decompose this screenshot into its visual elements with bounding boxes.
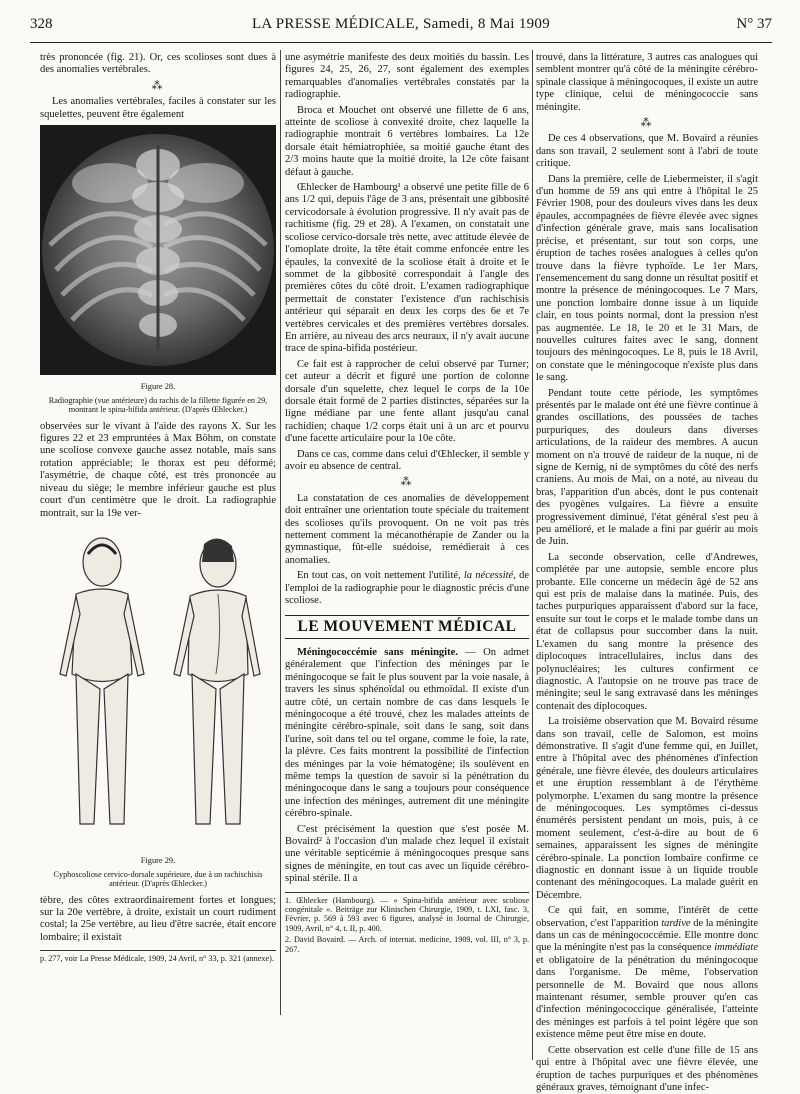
footnote-2: 2. David Bovaird. — Arch. of internat. medicine, 1909, vol. III, n° 3, p. 267. [285,935,529,954]
column-2 [285,52,529,1062]
emphasis: immédiate [714,942,758,954]
paragraph: La troisième observation que M. Bovaird résume dans son travail, celle de Salomon, est moins démonstrative. Il s'agit d'une femme qui, en Juillet, entre à l'hôpital avec des phénomènes d'infection générale, une fièvre élevée, des douleurs articulaires et une éruption ressemblant à de l'érythème polymorphe. L'examen du sang montre la présence de méningocoques. Les symptômes ci-dessus énumérés persistent pendant un mois, puis, à ce moment seulement, c'est-à-dire au bout de 6 semaines, apparaissent les signes de méningite cérébro-spinale. La ponction lombaire confirme ce diagnostic en donnant issue à un liquide trouble contenant des méningocoques. La malade guérit en Décembre. [536,716,758,901]
footnotes [285,892,529,954]
column-divider [280,50,281,1015]
figure-29-illustration [40,524,276,889]
paragraph: Dans la première, celle de Liebermeister, il s'agit d'un homme de 59 ans qui entre à l'hôpital le 25 Février 1908, pour des douleurs vives dans les deux épaules, accompagnées de fièvre élevée avec signes d'infection générale grave, mais sans localisation précise, et présentant, sur tout son corps, une éruption de taches rosées analogues à celles qu'on trouve dans la fièvre typhoïde. Le 1er Mars, l'ensemencement du sang donne un résultat positif et montre la présence de méningocoques. Le 7 Mars, une ponction lombaire donne issue à un liquide clair, en tous points normal, dont la pression n'est pas augmentée. Le 18, le 20 et le 31 Mars, de nouvelles cultures faites avec le sang, donnent toujours des méningocoques. Le 8, puis le 18 Avril, on constate que le méningocoque n'existe plus dans le sang. [536,173,758,384]
text: — On admet généralement que l'infection des méninges par le méningocoque se fait le plus souvent par la voie nasale, à travers les sinus sphénoïdal ou ethmoïdal. Il existe d'un autre côté, un certain nombre de cas dans lesquels le méningocoque a été trouvé, chez les malades atteints de méningite cérébro-spinale, soit dans le sang, soit dans l'urine, soit dans tel ou tel organe, comme le foie, la rate, la plèvre. Ces faits montrent la possibilité de l'infection des méninges par la voie hématogène; ils soulèvent en même temps la question de savoir si la pénétration du méningocoque dans le sang a toujours pour conséquence une infection des méninges, autrement dit une méningite cérébro-spinale. [285,646,529,820]
text: , de l'emploi de la radiographie pour le diagnostic précis d'une scoliose. [285,570,529,607]
article-title: Méningococcémie sans méningite. [297,646,458,658]
footnote-text: p. 277, voir La Presse Médicale, 1909, 24 Avril, n° 33, p. 321 (annexe). [40,954,274,964]
paragraph: Les anomalies vertébrales, faciles à constater sur les squelettes, peuvent être également [40,96,276,120]
paragraph: La constatation de ces anomalies de développement doit entraîner une orientation toute spéciale du traitement des scolioses qu'ils provoquent. On ne voit pas très nettement comment la mécanothérapie de Zander ou la gymnastique, fût-elle suédoise, remédierait à ces anomalies. [285,492,529,566]
page-number: 328 [30,16,53,32]
issue-number: N° 37 [736,16,772,32]
journal-title: LA PRESSE MÉDICALE, Samedi, 8 Mai 1909 [251,16,551,32]
paragraph: Broca et Mouchet ont observé une fillette de 6 ans, atteinte de scoliose à convexité droite, chez laquelle la radiographie montrait 6 vertèbres lombaires. La 12e dorsale était hémiatrophiée, sa moitié gauche étant des 2/3 moins haute que la moitié droite, la 12e côte faisant défaut à gauche. [285,104,529,178]
column-divider [532,50,533,1060]
figure-caption: Radiographie (vue antérieure) du rachis de la fillette figurée en 29, montrant le spina-bifida antérieur. (D'après Œhlecker.) [48,395,268,415]
paragraph [285,647,529,821]
figure-caption: Cyphoscoliose cervico-dorsale supérieure, due à un rachischisis antérieur. (D'après Œhlecker.) [53,869,263,889]
page-header [30,16,772,38]
paragraph: C'est précisément la question que s'est posée M. Bovaird² à l'occasion d'un malade chez lequel il existait une véritable septicémie à méningocoques presque sans signes de méningite, en tout cas avec un liquide cérébro-spinal stérile. Il a [285,823,529,885]
column-3 [536,52,758,1093]
paragraph: très prononcée (fig. 21). Or, ces scolioses sont dues à des anomalies vertébrales. [40,52,276,76]
radiograph-image [40,125,276,375]
text: En tout cas, on voit nettement l'utilité, [297,570,464,582]
emphasis: la nécessité [463,570,514,582]
figure-28-radiograph [40,125,276,415]
paragraph: Pendant toute cette période, les symptômes présentés par le malade ont été une fièvre continue à grandes oscillations, des poussées de taches purpuriques, des douleurs dans diverses articulations, de la raideur des membres. A aucun moment on n'a trouvé de raideur de la nuque, ni de signe de Kernig, ni de symptômes du côté des nerfs craniens. Au mois de Mai, on a noté, au niveau du bras, l'apparition d'un abcès, dont le pus contenait des pyogènes vulgaires. La fièvre a ensuite progressivement diminué, l'état général s'est peu à peu amélioré, et le malade a fini par guérir au mois de Juin. [536,387,758,548]
paragraph [285,570,529,607]
section-stars: ⁂ [151,79,165,92]
paragraph [536,905,758,1041]
header-rule [30,42,772,43]
footnote-1: 1. Œhlecker (Hambourg). — « Spina-bifida antérieur avec scoliose congénitale ». Beiträge zur Klinischen Chirurgie, 1909, t. LXI, fasc. 3, Février, p. 569 à 593 avec 6 figures, analysé in Journal de Chirurgie, 1909, Avril, n° 4, t. II, p. 400. [285,895,529,933]
paragraph: Cette observation est celle d'une fille de 15 ans qui entre à l'hôpital avec une fièvre élevée, une éruption de taches purpuriques et des phénomènes généraux graves, témoignant d'une infec- [536,1044,758,1093]
figure-number: Figure 29. [140,856,176,866]
patient-illustration [40,524,276,849]
paragraph: tèbre, des côtes extraordinairement fortes et longues; sur la 20e vertèbre, à droite, existait un court rudiment costal; la 25e vertèbre, au lieu d'être sacrée, était encore lombaire; il existait [40,894,276,943]
paragraph: Ce fait est à rapprocher de celui observé par Turner; cet auteur a décrit et figuré une portion de colonne dorsale d'un squelette, chez lequel le corps de la 10e dorsale était formé de 2 parties distinctes, séparées sur la ligne médiane par une fente allant jusqu'au canal rachidien; chaque 1/2 corps était uni à un arc et pourvu d'une facette articulaire pour la 10e côte. [285,358,529,445]
footnote [40,950,276,963]
emphasis: tardive [661,917,691,929]
section-stars: ⁂ [640,117,654,130]
text: et obligatoire de la pénétration du méningocoque dans l'organisme. De même, l'observation personnelle de M. Bovaird que nous allons maintenant résumer, semble prouver qu'en cas d'infection méningococcique généralisée, l'atteinte des méninges est parfois à tel point légère que son existence même peut être mise en doute. [536,954,758,1041]
paragraph: une asymétrie manifeste des deux moitiés du bassin. Les figures 24, 25, 26, 27, sont également des exemples remarquables d'anomalies vertébrales constatés par la radiographie. [285,52,529,101]
paragraph: Œhlecker de Hambourg¹ a observé une petite fille de 6 ans 1/2 qui, depuis l'âge de 3 ans, présentait une gibbosité cervicodorsale à évolution progressive. Il n'y avait pas de rachitisme (fig. 29 et 28). A l'examen, on constatait une scoliose cervico-dorsale très nette, avec attitude élevée de l'omoplate droite, la tête était comme enfoncée entre les épaules, la convexité de la scoliose était à droite et le sommet de la gibbosité correspondait à l'angle des premières côtes du côté droit. L'examen radiographique permettait de constater l'existence d'un rachischisis antérieur qui séparait en deux les corps des 6e et 7e vertèbres cervicales et des premières vertèbres dorsales. En arrière, au niveau des arcs neuraux, il n'y avait aucune trace de spina-bifida postérieur. [285,182,529,355]
paragraph: Dans ce cas, comme dans celui d'Œhlecker, il semble y avoir eu absence de central. [285,448,529,472]
text: Ce qui fait, en somme, l'intérêt de cette observation, c'est l'apparition [536,905,758,929]
paragraph: De ces 4 observations, que M. Bovaird a réunies dans son travail, 2 seulement sont à l'abri de toute critique. [536,133,758,170]
paragraph: La seconde observation, celle d'Andrewes, complétée par une autopsie, semble encore plus probante. Elle concerne un médecin âgé de 52 ans qui est pris de malaise dans la matinée. Puis, des taches purpuriques apparaissent d'abord sur la face, ensuite sur tout le corps et le malade tombe dans un état de collapsus pour succomber dans la nuit. L'examen du sang montre la présence des diplocoques intracellulaires, inclus dans des polynucléaires; les cultures confirment ce diagnostic. A l'autopsie on ne trouve pas trace de méningite; seul le sang extravasé dans les méninges contenait des diplocoques. [536,551,758,712]
paragraph: observées sur le vivant à l'aide des rayons X. Sur les figures 22 et 23 empruntées à Max Böhm, on constate une scoliose convexe gauche assez notable, mais sans rotation appréciable; le thorax est peu déformé; l'asymétrie, de chaque côté, est très prononcée au niveau du siège; le membre inférieur gauche est plus court d'un centimètre que le droit. La radiographie montrait, sur la 19e ver- [40,420,276,519]
section-heading: LE MOUVEMENT MÉDICAL [285,615,529,638]
section-stars: ⁂ [400,476,414,489]
paragraph: trouvé, dans la littérature, 3 autres cas analogues qui semblent montrer qu'à côté de la méningite cérébro-spinale classique à méningocoques, il existe un autre type clinique, celui de méningococcie sans méningite. [536,52,758,113]
figure-number: Figure 28. [140,382,176,392]
text: de la méningite dans un cas de méningococcémie. Elle montre donc que la méningite n'est pas la conséquence [536,917,758,954]
column-1 [40,52,276,1057]
